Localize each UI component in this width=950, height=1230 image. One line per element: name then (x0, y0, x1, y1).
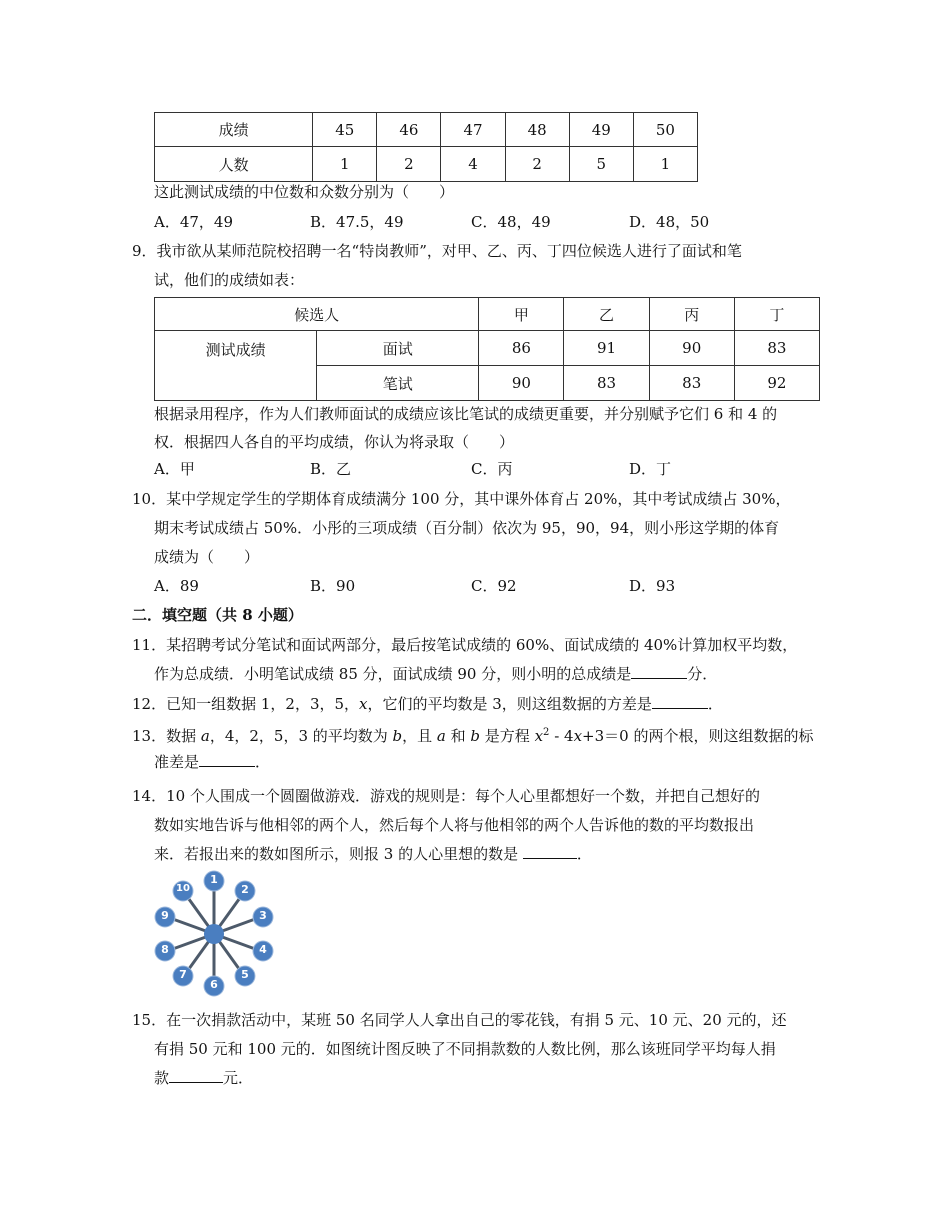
q12-text-end: ． (707, 695, 723, 713)
q12-text: 12．已知一组数据 1，2，3，5， (132, 695, 360, 713)
node-label: 1 (210, 873, 218, 886)
q15-text-end: 元． (223, 1069, 254, 1087)
q11-line-1: 11．某招聘考试分笔试和面试两部分，最后按笔试成绩的 60%、面试成绩的 40%计算加权平均数， (132, 636, 798, 654)
written-score: 83 (649, 366, 734, 401)
q12-text: ，它们的平均数是 3，则这组数据的方差是 (367, 695, 652, 713)
q13-text: ，4，2，5，3 的平均数为 (209, 727, 393, 745)
candidate-ding: 丁 (734, 298, 819, 331)
score-cell: 46 (377, 113, 441, 147)
q10-line-3: 成绩为（ ） (154, 548, 260, 566)
interview-score: 91 (564, 331, 649, 366)
q9-option-b: B．乙 (310, 460, 352, 478)
q13-text: 准差是 (154, 753, 200, 771)
node-label: 4 (259, 943, 267, 956)
q9-line-4: 权．根据四人各自的平均成绩，你认为将录取（ ） (154, 433, 515, 451)
score-cell: 47 (441, 113, 505, 147)
q15-text: 款 (154, 1069, 170, 1087)
group-test-scores: 测试成绩 (155, 331, 317, 401)
row-label-count: 人数 (155, 147, 313, 182)
score-cell: 45 (313, 113, 377, 147)
q8-option-c: C．48，49 (471, 213, 551, 231)
q13-text: 是方程 (480, 727, 535, 745)
q15-line-2: 有捐 50 元和 100 元的．如图统计图反映了不同捐款数的人数比例，那么该班同学平均每人捐 (154, 1040, 776, 1058)
node-label: 6 (210, 978, 218, 991)
q10-option-a: A．89 (154, 577, 199, 595)
variable-b: b (392, 727, 403, 745)
q10-line-2: 期末考试成绩占 50%．小彤的三项成绩（百分制）依次为 95，90，94，则小彤这学期的体育 (154, 519, 780, 537)
variable-x: x (359, 695, 368, 713)
variable-a: a (200, 727, 210, 745)
q10-line-1: 10．某中学规定学生的学期体育成绩满分 100 分，其中课外体育占 20%，其中考试成绩占 30%， (132, 490, 791, 508)
q15-line-1: 15．在一次捐款活动中，某班 50 名同学人人拿出自己的零花钱，有捐 5 元、10 元、20 元的，还 (132, 1011, 787, 1029)
q13-text: +3＝0 的两个根，则这组数据的标 (582, 727, 814, 745)
q9-option-a: A．甲 (154, 460, 195, 478)
count-cell: 4 (441, 147, 505, 182)
node-label: 5 (241, 968, 249, 981)
q11-line-2 (154, 664, 717, 684)
q13-text-end: ． (255, 753, 271, 771)
q11-text: 作为总成绩．小明笔试成绩 85 分，面试成绩 90 分，则小明的总成绩是 (154, 665, 632, 683)
q8-question: 这此测试成绩的中位数和众数分别为（ ） (154, 183, 455, 201)
q14-line-3 (154, 844, 592, 864)
row-label-interview: 面试 (317, 331, 479, 366)
q15-line-3 (154, 1068, 253, 1088)
written-score: 90 (479, 366, 564, 401)
interview-score: 90 (649, 331, 734, 366)
q9-line-3: 根据录用程序，作为人们教师面试的成绩应该比笔试的成绩更重要，并分别赋予它们 6 和 4 的 (154, 405, 778, 423)
q9-option-c: C．丙 (471, 460, 513, 478)
variable-a: a (436, 727, 446, 745)
header-candidates: 候选人 (155, 298, 479, 331)
node-label: 7 (179, 968, 187, 981)
row-label-written: 笔试 (317, 366, 479, 401)
q9-line-2: 试，他们的成绩如表： (154, 271, 305, 289)
candidate-score-table (154, 297, 820, 401)
node-label: 3 (259, 909, 267, 922)
score-cell: 50 (633, 113, 697, 147)
q10-option-c: C．92 (471, 577, 517, 595)
count-cell: 5 (569, 147, 633, 182)
variable-x: x (573, 727, 583, 745)
answer-blank[interactable] (523, 844, 577, 859)
score-cell: 49 (569, 113, 633, 147)
written-score: 83 (564, 366, 649, 401)
circle-game-figure (148, 868, 282, 1000)
count-cell: 2 (377, 147, 441, 182)
q9-line-1: 9．我市欲从某师范院校招聘一名“特岗教师”，对甲、乙、丙、丁四位候选人进行了面试和笔 (132, 242, 742, 260)
q13-line-2 (154, 752, 270, 772)
q10-option-d: D．93 (629, 577, 676, 595)
variable-b: b (470, 727, 481, 745)
answer-blank[interactable] (652, 694, 708, 709)
candidate-bing: 丙 (649, 298, 734, 331)
row-label-score: 成绩 (155, 113, 313, 147)
q9-option-d: D．丁 (629, 460, 672, 478)
node-label: 10 (176, 883, 190, 894)
count-cell: 1 (633, 147, 697, 182)
section-fill-in-blank-title: 二．填空题（共 8 小题） (132, 606, 303, 624)
written-score: 92 (734, 366, 819, 401)
q13-text: 13．数据 (132, 727, 201, 745)
exponent: 2 (543, 727, 550, 738)
q14-line-2: 数如实地告诉与他相邻的两个人，然后每个人将与他相邻的两个人告诉他的数的平均数报出 (154, 816, 755, 834)
interview-score: 83 (734, 331, 819, 366)
answer-blank[interactable] (199, 752, 255, 767)
q11-text-end: 分． (687, 665, 718, 683)
q13-text: ，且 (402, 727, 437, 745)
candidate-jia: 甲 (479, 298, 564, 331)
q8-option-d: D．48，50 (629, 213, 710, 231)
q14-line-1: 14．10 个人围成一个圆圈做游戏．游戏的规则是：每个人心里都想好一个数，并把自己想好的 (132, 787, 760, 805)
q8-option-a: A．47，49 (154, 213, 234, 231)
answer-blank[interactable] (631, 664, 687, 679)
q13-text: - 4 (549, 727, 574, 745)
node-label: 9 (161, 909, 169, 922)
q13-text: 和 (445, 727, 471, 745)
node-label: 8 (161, 943, 169, 956)
score-cell: 48 (505, 113, 569, 147)
score-count-table (154, 112, 698, 182)
count-cell: 1 (313, 147, 377, 182)
count-cell: 2 (505, 147, 569, 182)
q13-line-1 (132, 723, 813, 746)
answer-blank[interactable] (169, 1068, 223, 1083)
q10-option-b: B．90 (310, 577, 356, 595)
interview-score: 86 (479, 331, 564, 366)
q12-line (132, 694, 723, 714)
q14-text-end: ． (576, 845, 592, 863)
q14-text: 来．若报出来的数如图所示，则报 3 的人心里想的数是 (154, 845, 523, 863)
q8-option-b: B．47.5，49 (310, 213, 404, 231)
candidate-yi: 乙 (564, 298, 649, 331)
node-label: 2 (241, 883, 249, 896)
variable-x: x (534, 727, 544, 745)
